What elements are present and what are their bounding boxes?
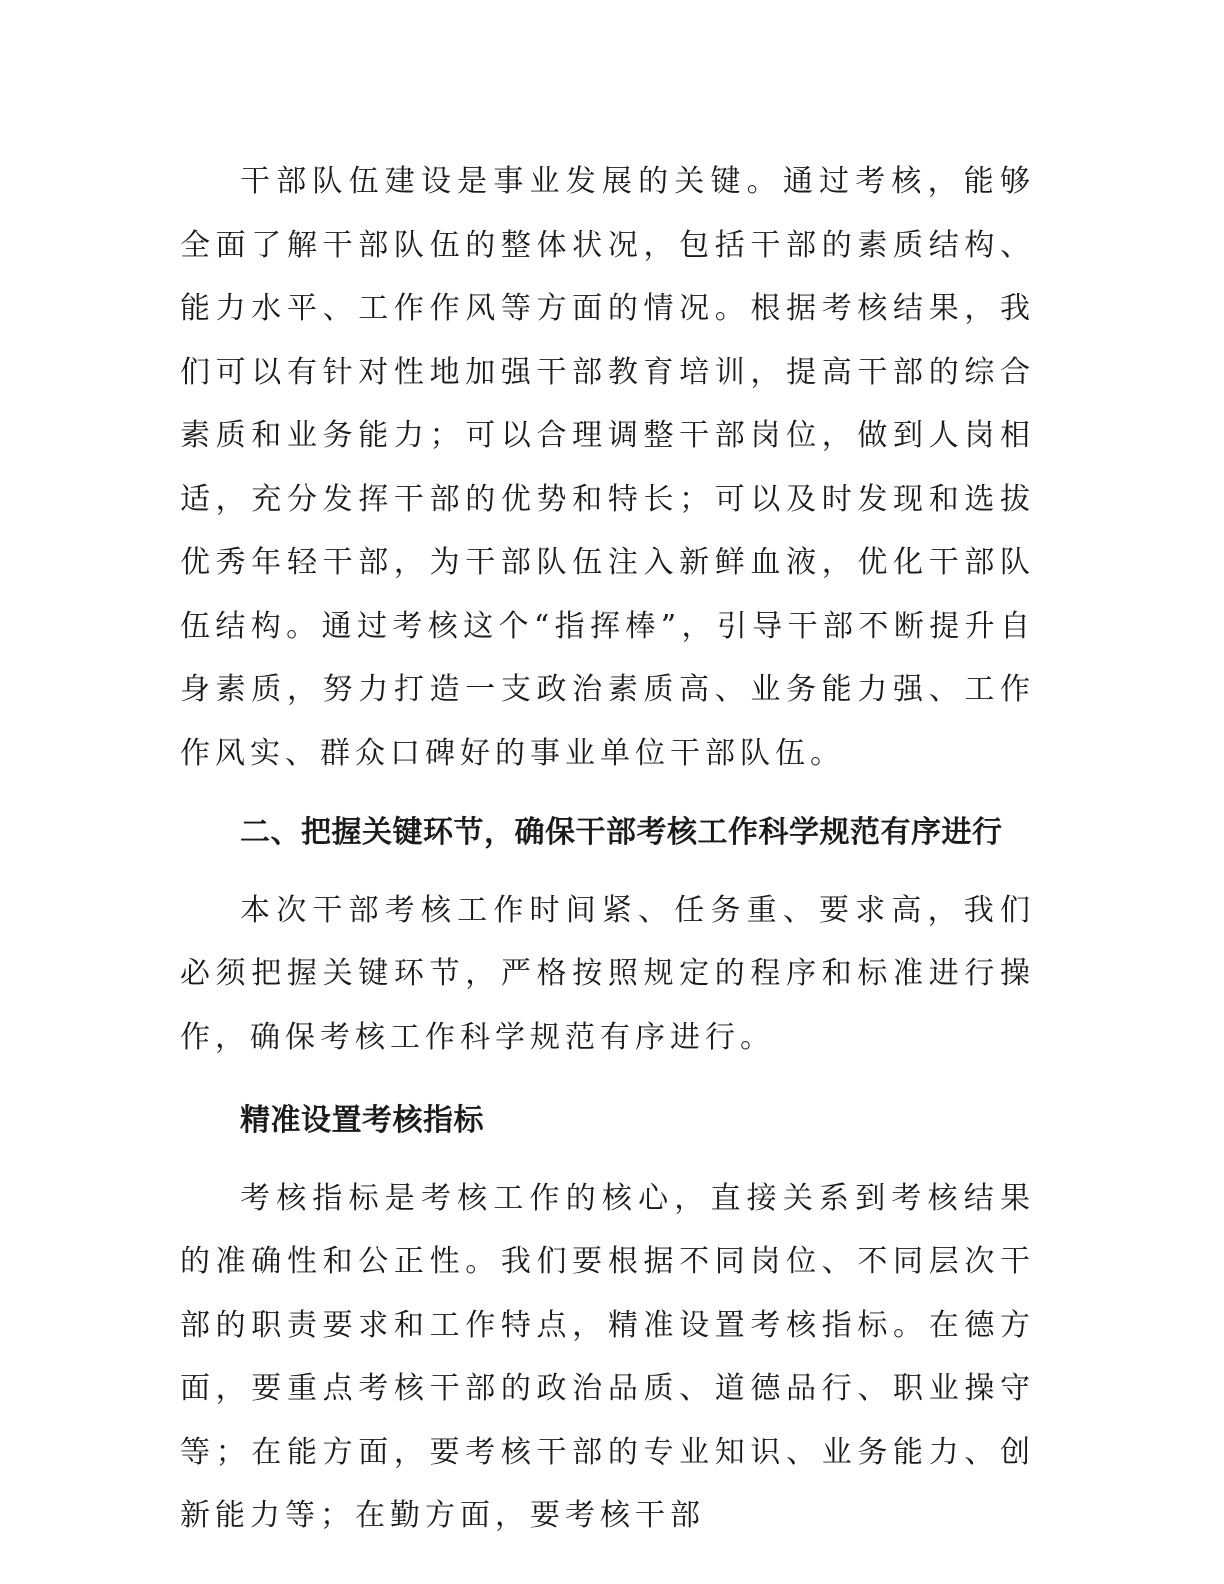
section-heading: 二、把握关键环节，确保干部考核工作科学规范有序进行: [240, 815, 1003, 850]
spacer: [180, 865, 1035, 879]
document-page: [180, 150, 1035, 1548]
paragraph-indicators: 考核指标是考核工作的核心，直接关系到考核结果的准确性和公正性。我们要根据不同岗位、不同层次干部的职责要求和工作特点，精准设置考核指标。在德方面，要重点考核干部的政治品质、道德品行、职业操守等；在能方面，要考核干部的专业知识、业务能力、创新能力等；在勤方面，要考核干部: [180, 1180, 1035, 1533]
paragraph-cadre-team: 干部队伍建设是事业发展的关键。通过考核，能够全面了解干部队伍的整体状况，包括干部的素质结构、能力水平、工作作风等方面的情况。根据考核结果，我们可以有针对性地加强干部教育培训，提高干部的综合素质和业务能力；可以合理调整干部岗位，做到人岗相适，充分发挥干部的优势和特长；可以及时发现和选拔优秀年轻干部，为干部队伍注入新鲜血液，优化干部队伍结构。通过考核这个“指挥棒”，引导干部不断提升自身素质，努力打造一支政治素质高、业务能力强、工作作风实、群众口碑好的事业单位干部队伍。: [180, 164, 1035, 771]
spacer: [180, 1069, 1035, 1089]
spacer: [180, 1153, 1035, 1167]
subsection-heading: 精准设置考核指标: [240, 1103, 484, 1138]
paragraph-key-links: 本次干部考核工作时间紧、任务重、要求高，我们必须把握关键环节，严格按照规定的程序和标准进行操作，确保考核工作科学规范有序进行。: [180, 892, 1035, 1055]
spacer: [180, 785, 1035, 801]
